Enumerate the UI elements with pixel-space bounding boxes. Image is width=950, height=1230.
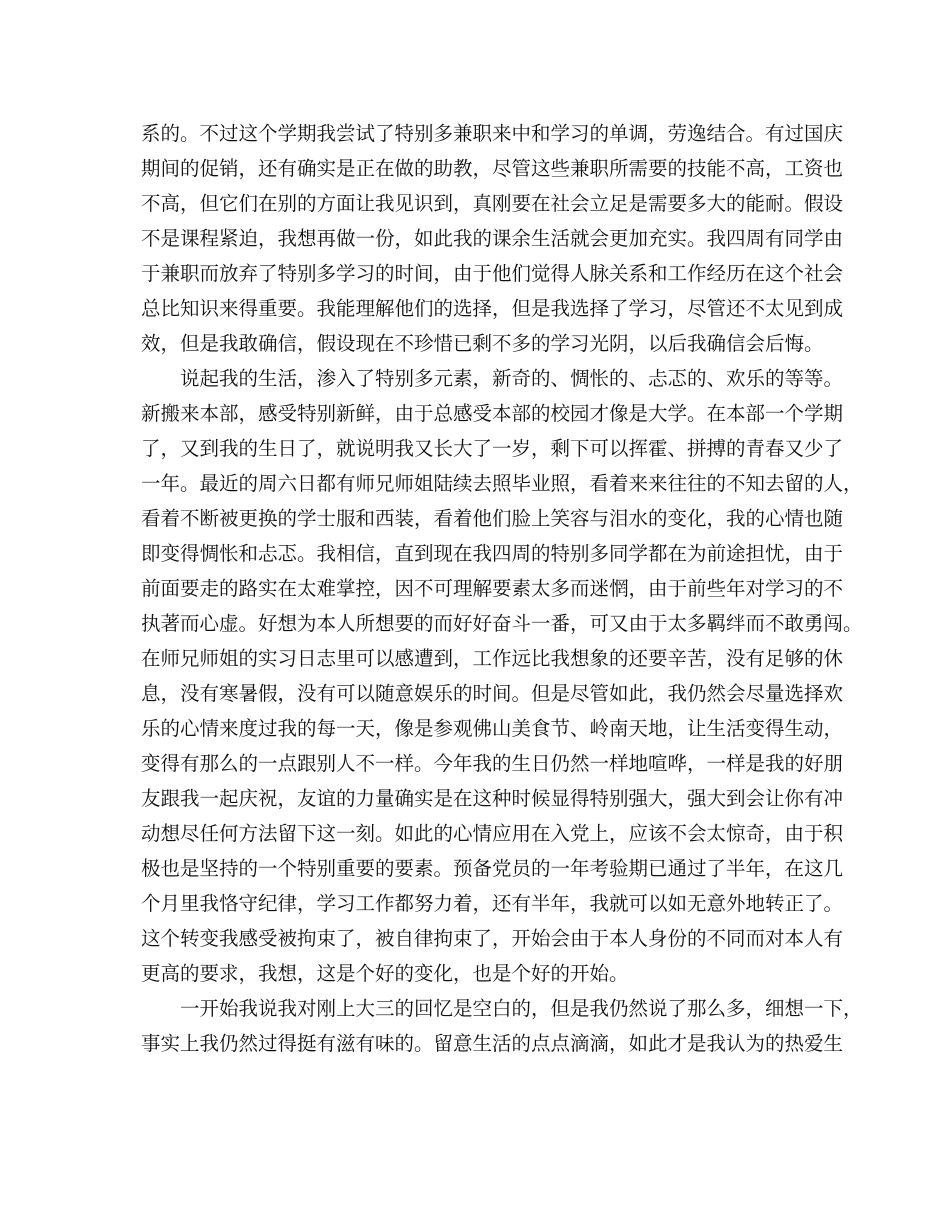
text-line: 极也是坚持的一个特别重要的要素。预备党员的一年考验期已通过了半年，在这几	[141, 857, 844, 880]
text-line: 执著而心虚。好想为本人所想要的而好好奋斗一番，可又由于太多羁绊而不敢勇闯。	[141, 612, 863, 635]
text-line: 前面要走的路实在太难掌控，因不可理解要素太多而迷惘，由于前些年对学习的不	[141, 577, 844, 600]
text-line: 看着不断被更换的学士服和西装，看着他们脸上笑容与泪水的变化，我的心情也随	[141, 507, 844, 530]
text-line: 总比知识来得重要。我能理解他们的选择，但是我选择了学习，尽管还不太见到成	[141, 297, 844, 320]
text-line: 变得有那么的一点跟别人不一样。今年我的生日仍然一样地喧哗，一样是我的好朋	[141, 752, 844, 775]
text-line: 友跟我一起庆祝，友谊的力量确实是在这种时候显得特别强大，强大到会让你有冲	[141, 787, 844, 810]
paragraph-3	[141, 991, 863, 1061]
text-line: 于兼职而放弃了特别多学习的时间，由于他们觉得人脉关系和工作经历在这个社会	[141, 262, 844, 285]
text-line: 即变得惆怅和忐忑。我相信，直到现在我四周的特别多同学都在为前途担忧，由于	[141, 542, 844, 565]
paragraph-1	[141, 116, 844, 361]
text-line: 一年。最近的周六日都有师兄师姐陆续去照毕业照，看着来来往往的不知去留的人，	[141, 472, 863, 495]
text-line: 息，没有寒暑假，没有可以随意娱乐的时间。但是尽管如此，我仍然会尽量选择欢	[141, 682, 844, 705]
document-body	[141, 116, 863, 1061]
text-line: 一开始我说我对刚上大三的回忆是空白的，但是我仍然说了那么多，细想一下，	[180, 997, 863, 1020]
text-line: 系的。不过这个学期我尝试了特别多兼职来中和学习的单调，劳逸结合。有过国庆	[141, 122, 844, 145]
paragraph-2	[141, 361, 863, 991]
text-line: 效，但是我敢确信，假设现在不珍惜已剩不多的学习光阴，以后我确信会后悔。	[141, 332, 824, 355]
text-line: 动想尽任何方法留下这一刻。如此的心情应用在入党上，应该不会太惊奇，由于积	[141, 822, 844, 845]
text-line: 乐的心情来度过我的每一天，像是参观佛山美食节、岭南天地，让生活变得生动，	[141, 717, 844, 740]
text-line: 这个转变我感受被拘束了，被自律拘束了，开始会由于本人身份的不同而对本人有	[141, 927, 844, 950]
text-line: 不高，但它们在别的方面让我见识到，真刚要在社会立足是需要多大的能耐。假设	[141, 192, 844, 215]
text-line: 个月里我恪守纪律，学习工作都努力着，还有半年，我就可以如无意外地转正了。	[141, 892, 844, 915]
text-line: 新搬来本部，感受特别新鲜，由于总感受本部的校园才像是大学。在本部一个学期	[141, 402, 844, 425]
text-line: 了，又到我的生日了，就说明我又长大了一岁，剩下可以挥霍、拼搏的青春又少了	[141, 437, 844, 460]
text-line: 更高的要求，我想，这是个好的变化，也是个好的开始。	[141, 962, 629, 985]
text-line: 事实上我仍然过得挺有滋有味的。留意生活的点点滴滴，如此才是我认为的热爱生	[141, 1032, 844, 1055]
text-line: 说起我的生活，渗入了特别多元素，新奇的、惆怅的、忐忑的、欢乐的等等。	[180, 367, 844, 390]
text-line: 期间的促销，还有确实是正在做的助教，尽管这些兼职所需要的技能不高，工资也	[141, 157, 844, 180]
text-line: 在师兄师姐的实习日志里可以感遭到，工作远比我想象的还要辛苦，没有足够的休	[141, 647, 844, 670]
text-line: 不是课程紧迫，我想再做一份，如此我的课余生活就会更加充实。我四周有同学由	[141, 227, 844, 250]
